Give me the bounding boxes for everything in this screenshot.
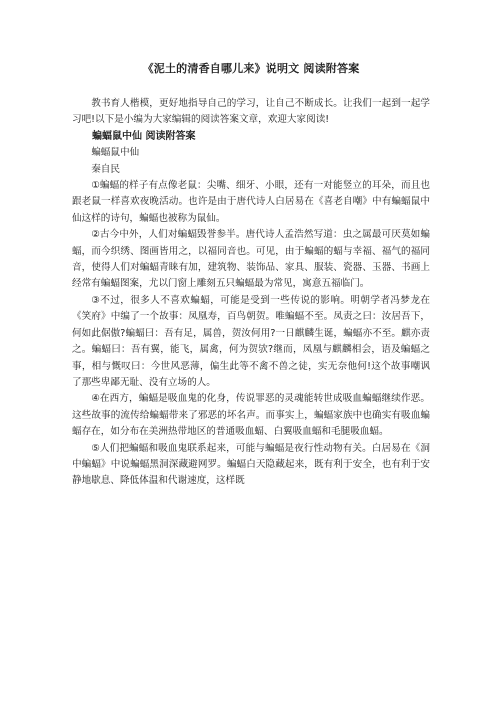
body-paragraph-3: ③不过，很多人不喜欢蝙蝠，可能是受到一些传说的影响。明朝学者冯梦龙在《笑府》中编了一个故事：凤凰寿，百鸟朝贺。唯蝙蝠不至。凤责之曰：汝居吾下，何如此倨傲?蝙蝠曰：吾有足，属兽，贺汝何用?一日麒麟生诞，蝙蝠亦不至。麒亦责之。蝙蝠曰：吾有翼，能飞，属禽，何为贺欤?继而，凤凰与麒麟相会，语及蝙蝠之事，相与慨叹曰：今世风恶薄，偏生此等不禽不兽之徒，实无奈他何!这个故事嘲讽了那些卑鄙无耻、没有立场的人。 [72,294,430,388]
intro-paragraph: 教书育人楷模，更好地指导自己的学习，让自己不断成长。让我们一起到一起学习吧!以下是小编为大家编辑的阅读答案文章，欢迎大家阅读! [72,98,430,126]
article-author: 秦自民 [91,163,120,175]
document-title: 《泥土的清香自哪儿来》说明文 阅读附答案 [142,62,360,75]
article-title: 蝙蝠鼠中仙 [91,147,140,159]
body-paragraph-4: ④在西方，蝙蝠是吸血鬼的化身，传说罪恶的灵魂能转世成吸血蝙蝠继续作恶。这些故事的流传给蝙蝠带来了邪恶的坏名声。而事实上，蝙蝠家族中也确实有吸血蝙蝠存在，如分布在美洲热带地区的普通吸血蝠、白翼吸血蝠和毛腿吸血蝠。 [72,393,430,438]
document-page [72,60,430,490]
body-paragraph-5: ⑤人们把蝙蝠和吸血鬼联系起来，可能与蝙蝠是夜行性动物有关。白居易在《洞中蝙蝠》中说蝙蝠黑洞深藏避网罗。蝙蝠白天隐藏起来，既有利于安全，也有利于安静地歇息、降低体温和代谢速度，这样既 [72,442,430,487]
body-paragraph-1: ①蝙蝠的样子有点像老鼠：尖嘴、细牙、小眼，还有一对能竖立的耳朵，而且也跟老鼠一样喜欢夜晚活动。也许是由于唐代诗人白居易在《喜老自嘲》中有蝙蝠鼠中仙这样的诗句，蝙蝠也被称为鼠仙。 [72,180,430,224]
section-heading: 蝙蝠鼠中仙 阅读附答案 [92,130,196,142]
body-paragraph-2: ②古今中外，人们对蝙蝠毁誉参半。唐代诗人孟浩然写道：虫之属最可厌莫如蝙蝠，而今织绣、图画皆用之，以福同音也。可见，由于蝙蝠的蝠与幸福、福气的福同音，使得人们对蝙蝠青睐有加，建筑物、装饰品、家具、服装、瓷器、玉器、书画上经常有蝙蝠图案，尤以门窗上雕刻五只蝙蝠最为常见，寓意五福临门。 [72,229,430,290]
